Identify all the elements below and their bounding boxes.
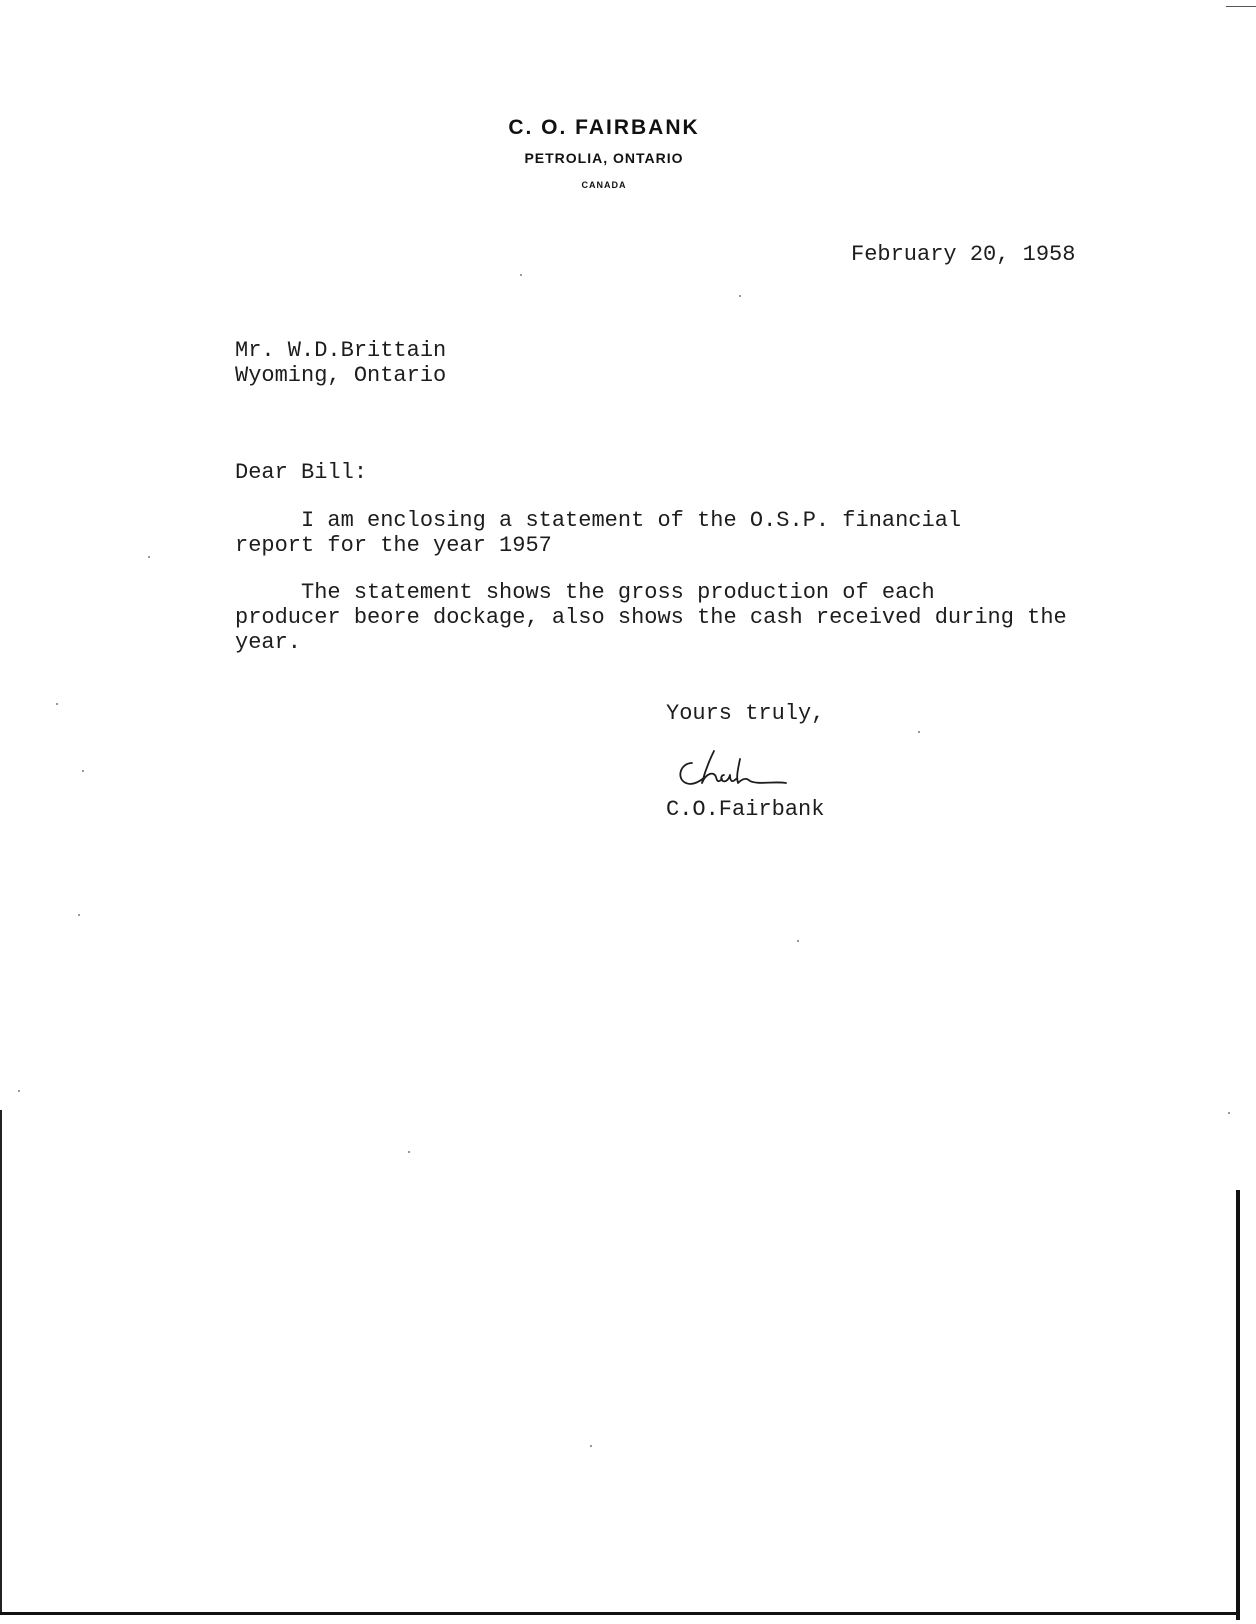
letter-date: February 20, 1958	[851, 242, 1076, 267]
scan-speck	[739, 295, 741, 297]
scan-speck	[56, 703, 58, 705]
scan-speck	[78, 914, 80, 916]
handwritten-signature	[674, 745, 794, 795]
scan-speck	[408, 1151, 410, 1153]
paragraph-2-line-2: producer beore dockage, also shows the cash received during the	[235, 605, 1067, 630]
scan-border-bottom	[0, 1612, 1240, 1615]
letterhead-country: CANADA	[581, 180, 627, 190]
recipient-location: Wyoming, Ontario	[235, 363, 447, 388]
paragraph-1-line-2: report for the year 1957	[235, 533, 552, 558]
scan-edge-line	[1226, 6, 1256, 7]
scan-speck	[82, 770, 84, 772]
scan-speck	[520, 274, 522, 276]
paragraph-2-line-3: year.	[235, 630, 302, 655]
scan-border-left	[0, 1110, 2, 1615]
scan-speck	[797, 940, 799, 942]
paragraph-2-line-1: The statement shows the gross production of each	[235, 580, 935, 605]
typed-signature: C.O.Fairbank	[666, 797, 825, 822]
scan-speck	[18, 1090, 20, 1092]
letterhead-city: PETROLIA, ONTARIO	[524, 150, 684, 166]
scan-border-right	[1236, 1190, 1240, 1620]
scan-speck	[590, 1445, 592, 1447]
recipient-name: Mr. W.D.Brittain	[235, 338, 447, 363]
scan-speck	[1228, 1112, 1230, 1114]
paragraph-1-line-1: I am enclosing a statement of the O.S.P. financial	[235, 508, 962, 533]
salutation: Dear Bill:	[235, 460, 368, 485]
scan-speck	[148, 556, 150, 558]
letterhead-name: C. O. FAIRBANK	[508, 116, 700, 139]
closing: Yours truly,	[666, 701, 825, 726]
scan-speck	[918, 731, 920, 733]
